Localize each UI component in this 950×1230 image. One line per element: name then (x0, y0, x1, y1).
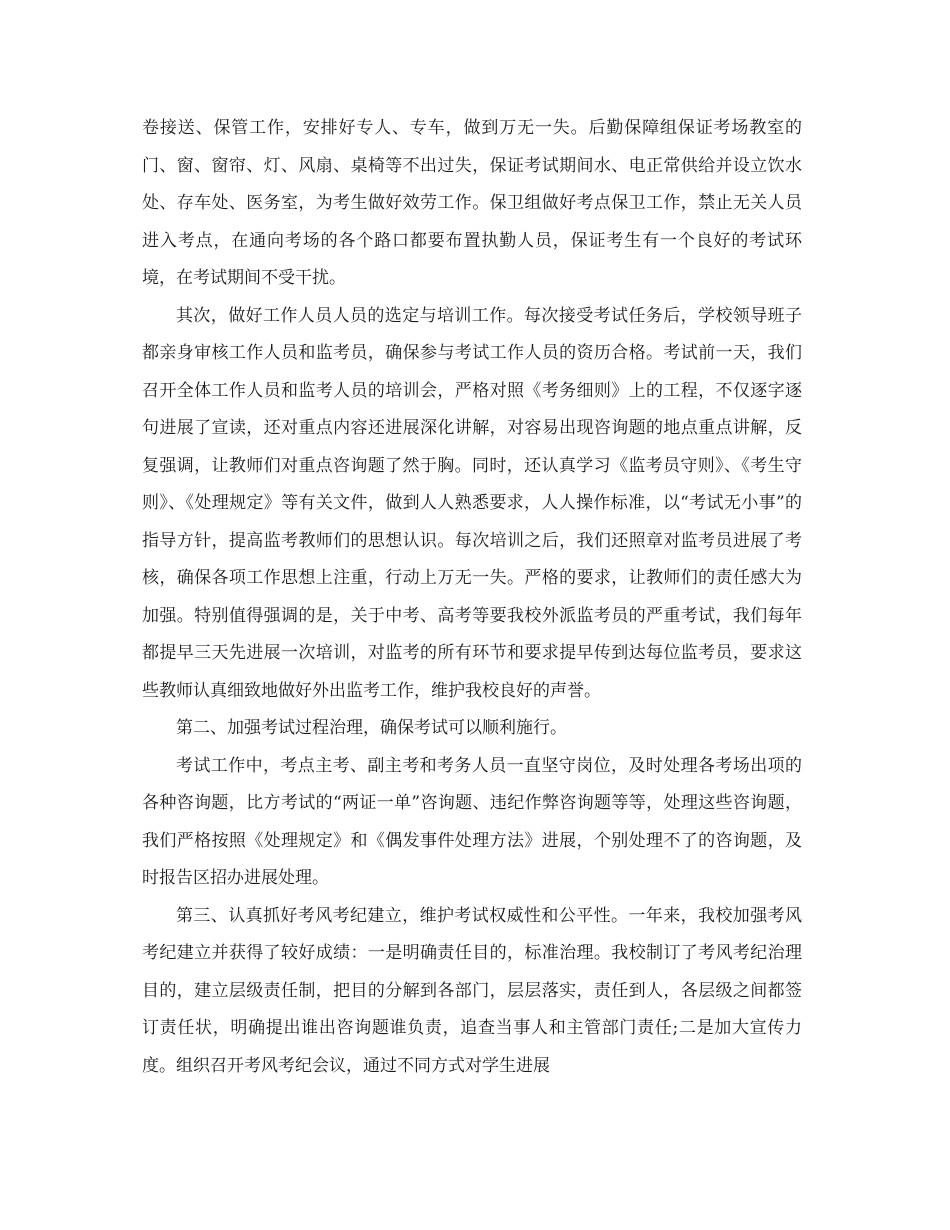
paragraph-3: 第二、加强考试过程治理，确保考试可以顺利施行。 (176, 718, 567, 738)
paragraph-1: 卷接送、保管工作，安排好专人、专车，做到万无一失。后勤保障组保证考场教室的门、窗、窗帘、灯、风扇、桌椅等不出过失，保证考试期间水、电正常供给并设立饮水处、存车处、医务室，为考生做好效劳工作。保卫组做好考点保卫工作，禁止无关人员进入考点，在通向考场的各个路口都要布置执勤人员，保证考生有一个良好的考试环境，在考试期间不受干扰。 (142, 118, 802, 288)
document-body (142, 110, 802, 1085)
paragraph-5: 第三、认真抓好考风考纪建立，维护考试权威性和公平性。一年来，我校加强考风考纪建立并获得了较好成绩：一是明确责任目的，标准治理。我校制订了考风考纪治理目的，建立层级责任制，把目的分解到各部门，层层落实，责任到人，各层级之间都签订责任状，明确提出谁出咨询题谁负责，追查当事人和主管部门责任;二是加大宣传力度。组织召开考风考纪会议，通过不同方式对学生进展 (142, 905, 802, 1076)
paragraph-2: 其次，做好工作人员人员的选定与培训工作。每次接受考试任务后，学校领导班子都亲身审核工作人员和监考员，确保参与考试工作人员的资历合格。考试前一天，我们召开全体工作人员和监考人员的培训会，严格对照《考务细则》上的工程，不仅逐字逐句进展了宣读，还对重点内容还进展深化讲解，对容易出现咨询题的地点重点讲解，反复强调，让教师们对重点咨询题了然于胸。同时，还认真学习《监考员守则》、《考生守则》、《处理规定》等有关文件，做到人人熟悉要求，人人操作标准，以“考试无小事”的指导方针，提高监考教师们的思想认识。每次培训之后，我们还照章对监考员进展了考核，确保各项工作思想上注重，行动上万无一失。严格的要求，让教师们的责任感大为加强。特别值得强调的是，关于中考、高考等要我校外派监考员的严重考试，我们每年都提早三天先进展一次培训，对监考的所有环节和要求提早传到达每位监考员，要求这些教师认真细致地做好外出监考工作，维护我校良好的声誉。 (142, 305, 802, 701)
paragraph-4: 考试工作中，考点主考、副主考和考务人员一直坚守岗位，及时处理各考场出项的各种咨询题，比方考试的“两证一单”咨询题、违纪作弊咨询题等等，处理这些咨询题，我们严格按照《处理规定》和《偶发事件处理方法》进展，个别处理不了的咨询题，及时报告区招办进展处理。 (142, 755, 802, 888)
